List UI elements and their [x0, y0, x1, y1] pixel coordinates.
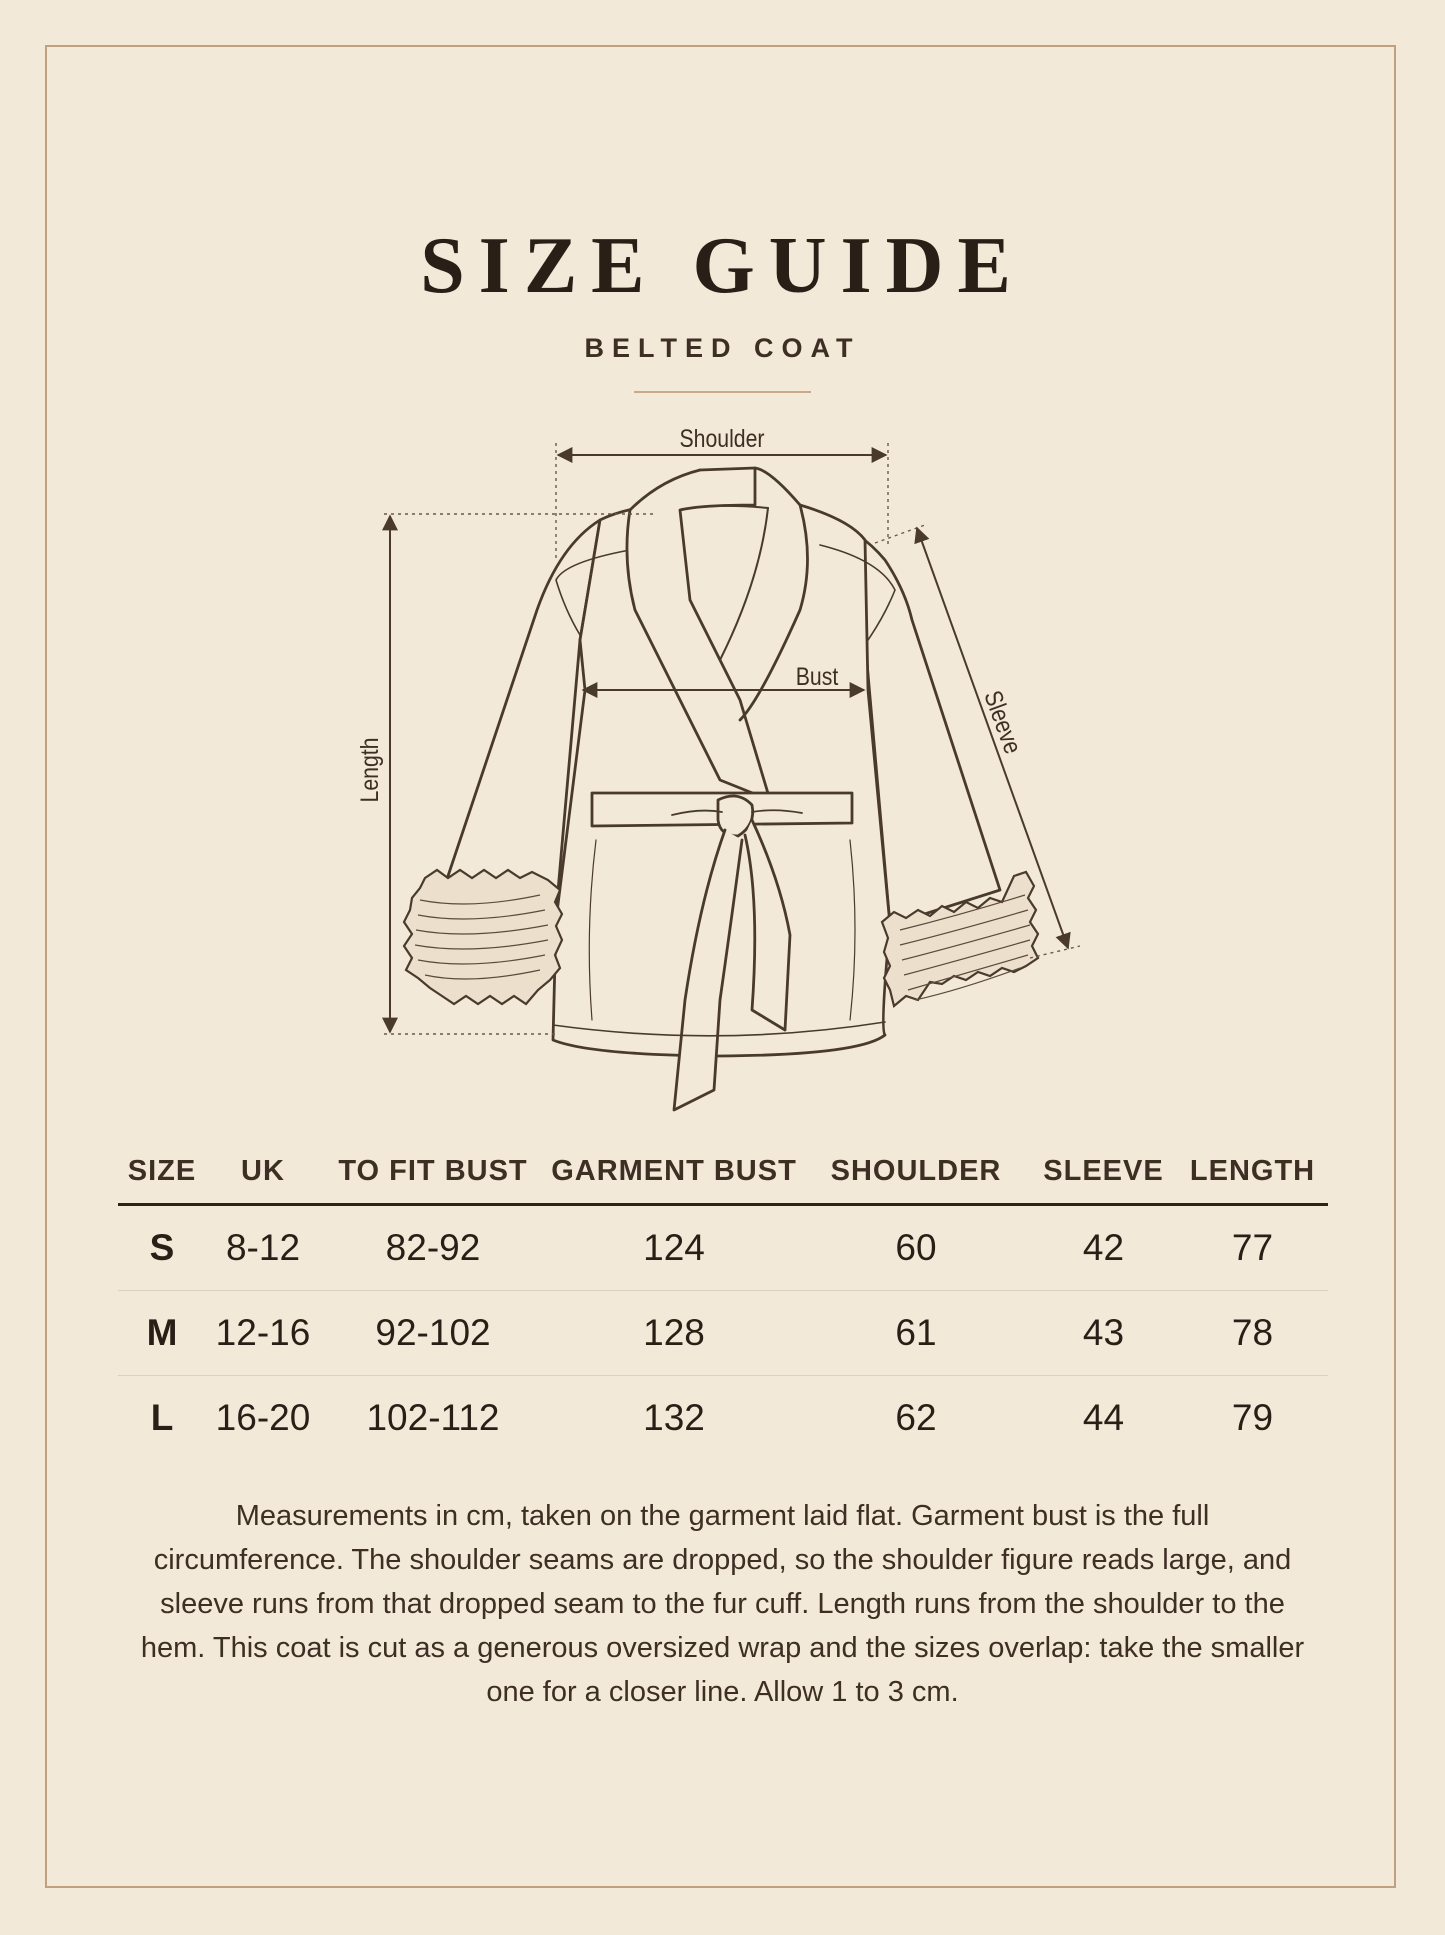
garment-bust-cell: 124 [546, 1205, 802, 1291]
header-length: LENGTH [1177, 1140, 1328, 1205]
shoulder-cell: 60 [802, 1205, 1030, 1291]
page-subtitle: BELTED COAT [584, 333, 861, 363]
sleeve-cell: 44 [1082, 1397, 1125, 1438]
shoulder-cell: 62 [895, 1397, 937, 1438]
left-fur-cuff [404, 870, 562, 1004]
size-cell: L [150, 1397, 174, 1438]
size-table [118, 1140, 1328, 1460]
shoulder-cell: 61 [802, 1291, 1030, 1376]
sleeve-cell: 42 [1030, 1205, 1177, 1291]
header-uk: UK [206, 1140, 320, 1205]
header-garment-bust: GARMENT BUST [546, 1140, 802, 1205]
size-cell: M [118, 1291, 206, 1376]
page-title: SIZE GUIDE [420, 222, 1025, 310]
to-fit-bust-cell: 102-112 [366, 1397, 500, 1438]
to-fit-bust-cell: 82-92 [320, 1205, 546, 1291]
uk-cell: 12-16 [206, 1291, 320, 1376]
header-size: SIZE [118, 1140, 206, 1205]
sleeve-label: Sleeve [978, 686, 1028, 758]
header-to-fit-bust: TO FIT BUST [320, 1140, 546, 1205]
bust-label: Bust [795, 662, 839, 691]
length-cell: 77 [1177, 1205, 1328, 1291]
measurement-note: Measurements in cm, taken on the garment laid flat. Garment bust is the full circumference. The shoulder seams are dropped, so the shoulder figure reads large, and sleeve runs from that dropped seam to the fur cuff. Length runs from the shoulder to the hem. This coat is cut as a generous oversized wrap and the sizes overlap: take the smaller one for a closer line. Allow 1 to 3 cm. [140, 1500, 1305, 1708]
size-cell: S [118, 1205, 206, 1291]
header-sleeve: SLEEVE [1030, 1140, 1177, 1205]
uk-cell: 16-20 [215, 1397, 311, 1438]
uk-cell: 8-12 [206, 1205, 320, 1291]
table-row [118, 1291, 1328, 1376]
garment-bust-cell: 132 [643, 1397, 705, 1438]
to-fit-bust-cell: 92-102 [320, 1291, 546, 1376]
header-shoulder: SHOULDER [802, 1140, 1030, 1205]
table-row [118, 1205, 1328, 1291]
table-row [118, 1376, 1328, 1461]
sleeve-cell: 43 [1030, 1291, 1177, 1376]
size-table-header [118, 1140, 1328, 1205]
length-label: Length [355, 737, 384, 803]
length-cell: 78 [1177, 1291, 1328, 1376]
length-cell: 79 [1231, 1397, 1274, 1438]
garment-bust-cell: 128 [546, 1291, 802, 1376]
shoulder-label: Shoulder [679, 424, 765, 453]
